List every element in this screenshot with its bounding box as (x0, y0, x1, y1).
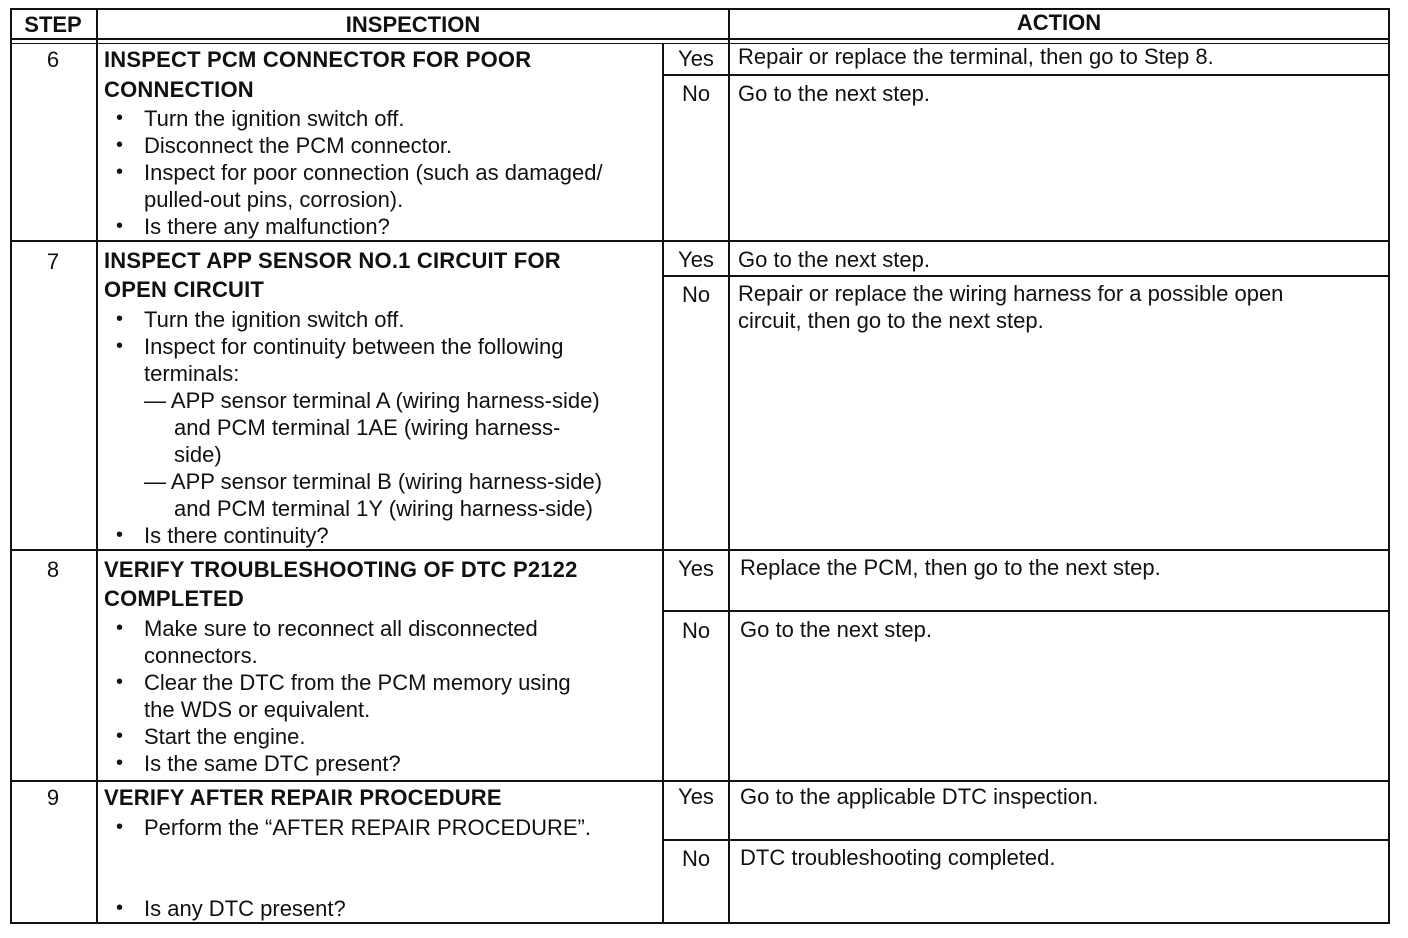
troubleshooting-table (10, 8, 1390, 924)
no-label: No (681, 81, 711, 106)
bullet-item: • Inspect for poor connection (such as damaged/ (144, 159, 603, 186)
bullet-item: • Start the engine. (144, 723, 305, 750)
step-number: 8 (46, 557, 60, 582)
no-action: Repair or replace the wiring harness for a possible open (738, 281, 1284, 306)
step-title-line: CONNECTION (104, 77, 254, 102)
bullet-item: • Inspect for continuity between the following (144, 333, 563, 360)
yes-label: Yes (678, 247, 714, 272)
bullet-continuation: connectors. (144, 643, 258, 668)
bullet-item: • Clear the DTC from the PCM memory using (144, 669, 571, 696)
bullet-item: • Perform the “AFTER REPAIR PROCEDURE”. (144, 814, 591, 841)
no-label: No (681, 618, 711, 643)
header-step: STEP (24, 12, 82, 37)
step-title-line: INSPECT PCM CONNECTOR FOR POOR (104, 47, 532, 72)
bullet-item: • Make sure to reconnect all disconnected (144, 615, 538, 642)
bullet-item: • Is there continuity? (144, 522, 329, 549)
no-label: No (681, 282, 711, 307)
no-label: No (681, 846, 711, 871)
sub-item-continuation: and PCM terminal 1AE (wiring harness- (174, 415, 561, 440)
no-action: Go to the next step. (740, 617, 933, 642)
step-number: 6 (46, 47, 60, 72)
step-number: 7 (46, 249, 60, 274)
yes-action: Repair or replace the terminal, then go to Step 8. (738, 44, 1214, 69)
yes-action: Go to the next step. (738, 247, 931, 272)
yes-no-divider-9 (662, 839, 1390, 841)
row-divider-7-8 (10, 549, 1390, 551)
yes-action: Replace the PCM, then go to the next step. (740, 555, 1161, 580)
step-title-line: COMPLETED (104, 586, 244, 611)
yes-label: Yes (678, 784, 714, 809)
header-inspection: INSPECTION (345, 12, 481, 37)
yes-no-divider-8 (662, 610, 1390, 612)
bullet-continuation: the WDS or equivalent. (144, 697, 371, 722)
sub-item: — APP sensor terminal B (wiring harness-side) (144, 469, 603, 494)
bullet-item: • Disconnect the PCM connector. (144, 132, 452, 159)
yes-no-divider-6 (662, 74, 1390, 76)
row-divider-8-9 (10, 780, 1390, 782)
no-action: DTC troubleshooting completed. (740, 845, 1056, 870)
step-number: 9 (46, 785, 60, 810)
yes-label: Yes (678, 46, 714, 71)
yes-action: Go to the applicable DTC inspection. (740, 784, 1099, 809)
step-title-line: VERIFY TROUBLESHOOTING OF DTC P2122 (104, 557, 578, 582)
header-divider (10, 38, 1390, 40)
yes-label: Yes (678, 556, 714, 581)
bullet-item: • Is there any malfunction? (144, 213, 390, 240)
no-action: Go to the next step. (738, 81, 931, 106)
sub-item-continuation: and PCM terminal 1Y (wiring harness-side) (174, 496, 593, 521)
table-border-right (1388, 8, 1390, 924)
yes-no-divider-7 (662, 275, 1390, 277)
bullet-item: • Is the same DTC present? (144, 750, 401, 777)
sub-item: — APP sensor terminal A (wiring harness-side) (144, 388, 600, 413)
sub-item-continuation: side) (174, 442, 222, 467)
bullet-item: • Turn the ignition switch off. (144, 306, 404, 333)
bullet-continuation: pulled-out pins, corrosion). (144, 187, 404, 212)
bullet-item: • Is any DTC present? (144, 895, 346, 922)
row-divider-6-7 (10, 240, 1390, 242)
bullet-continuation: terminals: (144, 361, 240, 386)
no-action: circuit, then go to the next step. (738, 308, 1044, 333)
step-title-line: INSPECT APP SENSOR NO.1 CIRCUIT FOR (104, 248, 561, 273)
column-divider-step (96, 8, 98, 924)
step-title-line: OPEN CIRCUIT (104, 277, 265, 302)
step-title-line: VERIFY AFTER REPAIR PROCEDURE (104, 785, 502, 810)
header-action: ACTION (1016, 10, 1102, 35)
table-border-bottom (10, 922, 1390, 924)
bullet-item: • Turn the ignition switch off. (144, 105, 404, 132)
